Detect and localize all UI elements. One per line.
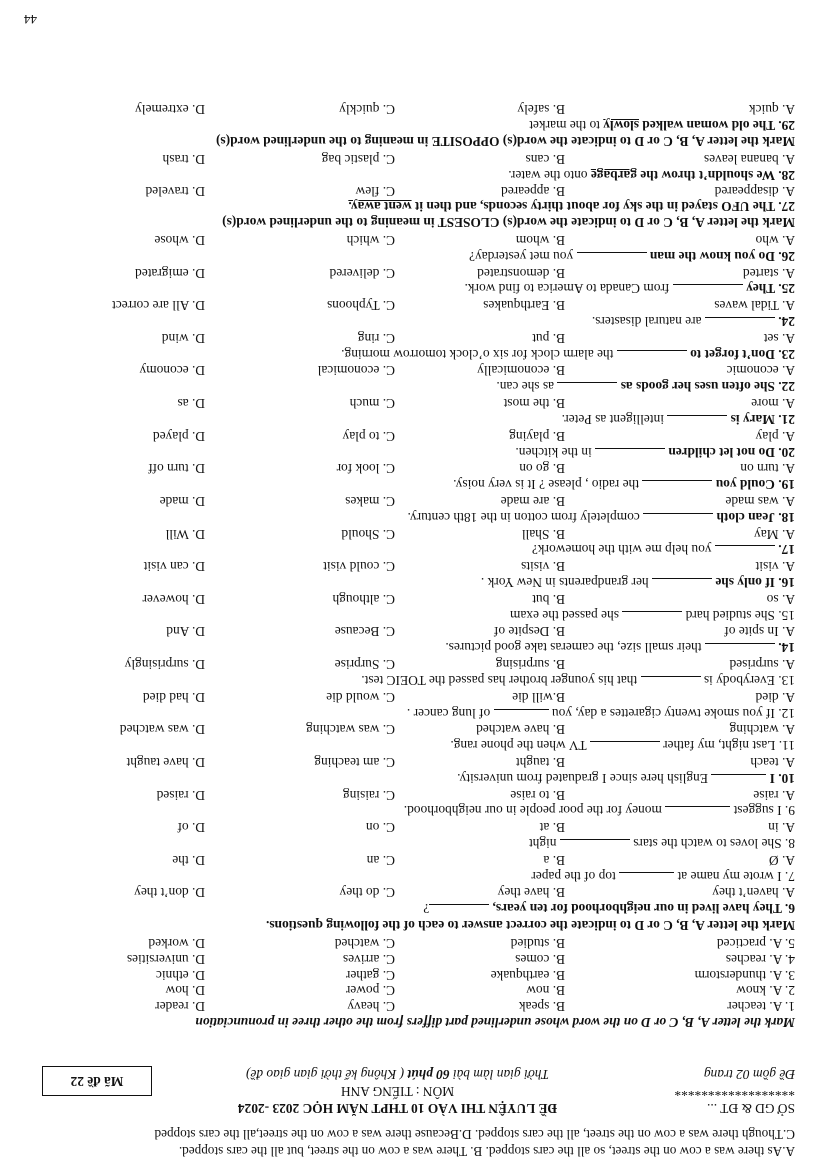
option: B. Shall — [521, 526, 565, 542]
exam-header — [22, 1032, 795, 1116]
options-row — [22, 151, 795, 167]
exam-subject: MÔN : TIẾNG ANH — [340, 1084, 455, 1100]
option: D. whose — [154, 233, 205, 248]
option: D. trash — [162, 151, 205, 167]
question-text: 14. — [778, 640, 795, 656]
section-grammar: Mark the letter A, B, C or D to indicate the correct answer to each of the following questions. — [266, 918, 795, 934]
pron-row — [22, 967, 795, 983]
option: C. was watching — [306, 722, 395, 738]
question — [22, 705, 795, 722]
question-text: are natural disasters. — [591, 314, 702, 330]
option: B. cans — [525, 151, 565, 167]
question-text: 28. We shouldn’t throw the — [637, 167, 795, 183]
exam-time — [185, 1066, 610, 1083]
header-center — [185, 1066, 610, 1116]
question-text: 19. Could you — [715, 477, 795, 493]
prev-option-line: A.As there was a cow on the street, so all the cars stopped. B. There was a cow on the street, but all the cars stopped. — [178, 1144, 795, 1159]
question-text: night — [528, 836, 557, 852]
question — [22, 199, 795, 215]
option: C. much — [349, 396, 395, 412]
option: B. whom — [515, 233, 565, 248]
options-row — [22, 232, 795, 248]
option: C. economical — [317, 363, 395, 379]
option: B. Earthquakes — [483, 298, 565, 314]
option: D. universities — [126, 951, 205, 967]
option: D. of — [177, 820, 205, 836]
question — [22, 542, 795, 559]
option: C. heavy — [347, 999, 395, 1015]
answer-blank[interactable] — [494, 709, 549, 722]
options-row — [22, 591, 795, 607]
option: B. earthquake — [490, 967, 565, 983]
question — [22, 737, 795, 754]
option: C. delivered — [329, 265, 395, 281]
pron-row — [22, 935, 795, 951]
option: B. appeared — [501, 183, 565, 199]
option: B. put — [532, 330, 565, 346]
options-row — [22, 885, 795, 901]
options-row — [22, 754, 795, 770]
option: C. makes — [345, 494, 395, 509]
option: D. economy — [139, 363, 205, 379]
exam-title: ĐỀ LUYỆN THI VÀO 10 THPT NĂM HỌC 2023 -2024 — [237, 1101, 558, 1116]
question — [22, 379, 795, 396]
question — [22, 248, 795, 265]
question-text: you help me with the homework? — [531, 542, 712, 558]
options-row — [22, 265, 795, 281]
option: D. the — [172, 852, 205, 868]
option: B.will die — [512, 689, 565, 705]
option: A. visit — [755, 559, 795, 575]
question-text: 21. Mary is — [730, 411, 795, 427]
option: 4. A. reaches — [725, 951, 795, 967]
option: B. but — [532, 591, 565, 607]
question-text: 9. I suggest — [733, 803, 795, 819]
option: 1. A. teacher — [727, 999, 795, 1015]
option: 2. A. know — [736, 983, 795, 999]
question — [22, 509, 795, 526]
question — [22, 803, 795, 820]
option: A. Ø — [768, 852, 795, 868]
answer-blank[interactable] — [642, 480, 712, 493]
option: C. quickly — [339, 102, 395, 118]
option: D. ethnic — [155, 967, 205, 983]
option: D. raised — [156, 787, 205, 803]
question-text: 7. I wrote my name at — [677, 868, 795, 884]
question — [22, 574, 795, 591]
underlined-word: slowly — [603, 118, 639, 134]
options-row — [22, 819, 795, 835]
option: D. made — [159, 494, 205, 509]
option: C. gather — [345, 967, 395, 983]
question-text: English here since I graduated from university. — [457, 770, 708, 786]
option: D. traveled — [145, 183, 205, 199]
question — [22, 672, 795, 689]
pron-row — [22, 951, 795, 967]
page-count: Đề gồm 02 trang — [703, 1067, 795, 1083]
option: C. ring — [357, 330, 395, 346]
question-text: TV when the phone rang. — [450, 738, 587, 754]
option: B. Despite of — [493, 624, 565, 640]
option: C. would die — [326, 689, 395, 705]
options-row — [22, 689, 795, 705]
question-text: 18. Jean cloth — [716, 509, 795, 525]
option: C. which — [346, 233, 395, 248]
option: B. go on — [519, 461, 565, 477]
option: D. however — [142, 591, 205, 607]
question-text: 22. She often uses her goods as — [620, 379, 795, 395]
question-text: 6. They have lived in our neighborhood for ten years, — [492, 901, 795, 917]
options-row — [22, 787, 795, 803]
option: C. do they — [339, 885, 395, 901]
answer-blank[interactable] — [715, 545, 775, 558]
answer-blank[interactable] — [619, 872, 674, 885]
option: A. raise — [753, 787, 795, 803]
answer-blank[interactable] — [429, 904, 489, 917]
option: A. Tidal waves — [714, 298, 795, 314]
option: B. speak — [518, 999, 565, 1015]
answer-blank[interactable] — [711, 774, 766, 787]
question-text: 26. Do you know the man — [649, 248, 795, 264]
option: A. surprised — [729, 657, 795, 673]
question-text: the alarm clock for six o’clock tomorrow morning. — [341, 346, 614, 362]
answer-blank[interactable] — [673, 284, 743, 297]
option: D. turn off — [148, 461, 205, 477]
option: D. emigrated — [135, 265, 205, 281]
option: B. studied — [510, 935, 565, 951]
question — [22, 770, 795, 787]
options-row — [22, 297, 795, 313]
question-text: the radio , please ? It is very noisy. — [453, 477, 640, 493]
option: A. haven’t they — [712, 885, 795, 901]
option: B. a — [543, 852, 565, 868]
option: D. extremely — [135, 102, 205, 118]
question-text: 27. The UFO stayed in the sky for about thirty seconds, and then it — [411, 199, 795, 215]
option: B. to raise — [510, 787, 565, 803]
answer-blank[interactable] — [705, 317, 775, 330]
pron-row — [22, 998, 795, 1014]
answer-blank[interactable] — [557, 382, 617, 395]
answer-blank[interactable] — [652, 578, 712, 591]
option: C. to play — [342, 428, 395, 444]
question — [22, 313, 795, 330]
options-row — [22, 526, 795, 542]
question-text: in the kitchen. — [515, 444, 592, 460]
stars-line: ****************** — [674, 1084, 795, 1100]
answer-blank[interactable] — [665, 806, 730, 819]
option: B. visits — [521, 559, 565, 575]
question-text: ? — [423, 901, 430, 917]
option: D. Will — [165, 526, 205, 542]
option: B. are made — [500, 494, 565, 509]
option: A. May — [754, 526, 795, 542]
question — [22, 868, 795, 885]
question-text: top of the paper — [531, 868, 616, 884]
option: C. flew — [355, 183, 395, 199]
options-row — [22, 428, 795, 444]
option: B. the most — [503, 396, 565, 412]
time-prefix: Thời gian làm bài — [449, 1067, 549, 1083]
option: C. am teaching — [314, 755, 395, 770]
option: A. was made — [725, 494, 795, 509]
option: 3. A. thunderstorm — [694, 967, 795, 983]
option: B. at — [539, 820, 565, 836]
question-text: 13. Everybody is — [703, 672, 795, 688]
prev-option-line: C.Though there was a cow on the street, all the cars stopped. D.Because there was a cow on the street,all the cars stopped — [154, 1127, 795, 1143]
question-text: to the market — [529, 118, 604, 134]
options-row — [22, 102, 795, 118]
question-text: you met yesterday? — [469, 248, 574, 264]
option: B. now — [526, 983, 565, 999]
option: B. surprising — [495, 657, 565, 673]
question-text: as she can. — [496, 379, 555, 395]
option: D. played — [152, 428, 205, 444]
options-row — [22, 461, 795, 477]
option: D. was watched — [119, 722, 205, 738]
option: D. don’t they — [134, 885, 205, 901]
answer-blank[interactable] — [560, 839, 630, 852]
question-text: of lung cancer . — [406, 705, 491, 721]
option: A. banana leaves — [703, 151, 795, 167]
question — [22, 607, 795, 624]
option: D. how — [165, 983, 205, 999]
option: B. economically — [477, 363, 565, 379]
question-text: from Canada to America to find work. — [464, 281, 670, 297]
option: A. watching — [729, 722, 795, 738]
question-text: her grandparents in New York . — [480, 575, 649, 591]
question-text: 23. Don’t forget to — [690, 346, 795, 362]
question — [22, 281, 795, 298]
question — [22, 640, 795, 657]
option: D. can visit — [143, 559, 205, 575]
question-text: 16. If only she — [715, 575, 795, 591]
underlined-word: garbage — [590, 167, 637, 183]
question-text: 25. They — [746, 281, 795, 297]
answer-blank[interactable] — [641, 676, 701, 689]
option: A. teach — [750, 755, 795, 770]
question — [22, 835, 795, 852]
option: C. on — [365, 820, 395, 836]
answer-blank[interactable] — [705, 643, 775, 656]
answer-blank[interactable] — [643, 513, 713, 526]
option: D. as — [177, 396, 205, 412]
option: D. had died — [142, 689, 205, 705]
option: C. power — [345, 983, 395, 999]
option: A. disappeared — [714, 183, 795, 199]
options-row — [22, 656, 795, 672]
option: B. demonstrated — [477, 265, 565, 281]
option: D. worked — [148, 935, 205, 951]
option: C. Because — [334, 624, 395, 640]
option: A. in — [768, 820, 795, 836]
department: SỞ GD & ĐT ... — [707, 1101, 795, 1116]
option: C. could visit — [323, 559, 395, 575]
question-text: 20. Do not let children — [668, 444, 795, 460]
option: 5. A. practiced — [716, 935, 795, 951]
header-left — [610, 1066, 795, 1116]
option: C. arrives — [342, 951, 395, 967]
question-text: she passed the exam — [509, 607, 619, 623]
question — [22, 411, 795, 428]
section-opposite: Mark the letter A, B, C or D to indicate the word(s) OPPOSITE in meaning to the underlined word(s) — [215, 134, 795, 150]
options-row — [22, 363, 795, 379]
question — [22, 118, 795, 134]
question-text: money for the poor people in our neighborhood. — [403, 803, 662, 819]
option: B. safely — [517, 102, 565, 118]
option: C. raising — [342, 787, 395, 803]
option: A. started — [742, 265, 795, 281]
option: A. more — [751, 396, 795, 412]
pron-row — [22, 983, 795, 999]
options-row — [22, 558, 795, 574]
section-closest: Mark the letter A, B, C or D to indicate the word(s) CLOSEST in meaning to the underlined word(s) — [222, 215, 795, 231]
option: A. quick — [748, 102, 795, 118]
question-text: intelligent as Peter. — [561, 411, 664, 427]
answer-blank[interactable] — [617, 350, 687, 363]
option: B. have they — [497, 885, 565, 901]
option: A. turn on — [740, 461, 795, 477]
option: D. All are correct — [112, 298, 205, 314]
option: A. died — [755, 689, 795, 705]
question-text: 10. I — [769, 770, 795, 786]
answer-blank[interactable] — [595, 448, 665, 461]
exam-code-box: Mã đề 22 — [42, 1066, 152, 1096]
option: C. Surprise — [334, 657, 395, 673]
question-text: 17. — [778, 542, 795, 558]
option: C. although — [332, 591, 395, 607]
option: D. have taught — [126, 755, 205, 770]
option: A. who — [755, 233, 795, 248]
option: A. In spite of — [724, 624, 795, 640]
question — [22, 346, 795, 363]
question-text: their small size, the cameras take good pictures. — [445, 640, 702, 656]
option: D. reader — [155, 999, 205, 1015]
answer-blank[interactable] — [622, 611, 682, 624]
answer-blank[interactable] — [590, 741, 660, 754]
option: D. wind — [161, 330, 205, 346]
question — [22, 444, 795, 461]
underlined-word: went away. — [348, 199, 412, 215]
option: B. have watched — [476, 722, 565, 738]
option: B. taught — [515, 755, 565, 770]
question-text: 15. She studied hard — [685, 607, 795, 623]
options-row — [22, 330, 795, 346]
section-pronunciation: Mark the letter A, B, C or D on the word whose underlined part differs from the other three in pronunciation — [195, 1015, 795, 1030]
option: D. And — [166, 624, 205, 640]
option: A. economic — [726, 363, 795, 379]
answer-blank[interactable] — [667, 415, 727, 428]
question-text: 8. She loves to watch the stars — [633, 836, 795, 852]
question — [22, 901, 795, 918]
options-row — [22, 852, 795, 868]
options-row — [22, 493, 795, 509]
option: A. play — [755, 428, 795, 444]
option: C. Typhoons — [326, 298, 395, 314]
options-row — [22, 395, 795, 411]
question-text: completely from cotton in the 18th century. — [407, 509, 640, 525]
option: C. plastic bag — [321, 151, 395, 167]
option: A. set — [763, 330, 795, 346]
time-bold: 60 phút — [407, 1067, 450, 1083]
options-row — [22, 183, 795, 199]
question-text: 24. — [778, 314, 795, 330]
time-suffix: ( Không kể thời gian giao đề) — [246, 1067, 408, 1083]
option: C. an — [366, 852, 395, 868]
options-row — [22, 624, 795, 640]
options-row — [22, 722, 795, 738]
option: C. look for — [336, 461, 395, 477]
page-number: 44 — [24, 12, 37, 28]
option: C. Should — [341, 526, 395, 542]
question-text: 12. If you smoke twenty cigarettes a day, you — [551, 705, 795, 721]
answer-blank[interactable] — [577, 252, 647, 265]
previous-page-options — [22, 1126, 795, 1159]
option: A. so — [766, 591, 795, 607]
question-text: that his younger brother has passed the TOEIC test. — [361, 672, 638, 688]
question — [22, 167, 795, 183]
option: C. watched — [334, 935, 395, 951]
question-text: onto the water. — [508, 167, 591, 183]
question-text: 11. Last night, my father — [663, 738, 795, 754]
question-text: 29. The old woman walked — [638, 118, 795, 134]
question — [22, 476, 795, 493]
option: B. playing — [509, 428, 565, 444]
option: B. comes — [515, 951, 565, 967]
option: D. surprisingly — [124, 657, 205, 673]
